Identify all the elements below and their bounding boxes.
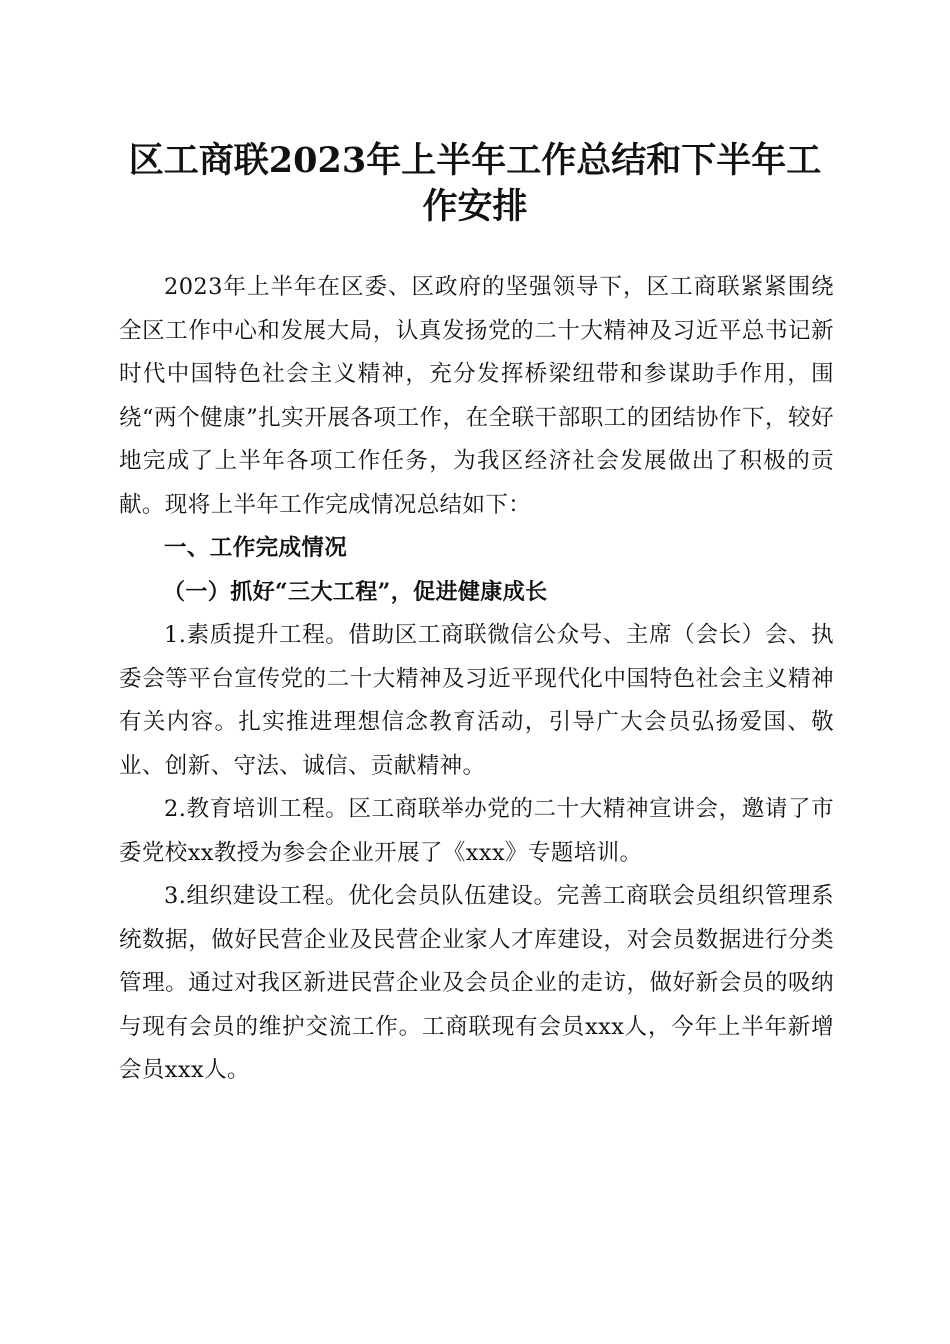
document-title-line1: 区工商联2023年上半年工作总结和下半年工 bbox=[128, 140, 822, 181]
item-organization-building: 3.组织建设工程。优化会员队伍建设。完善工商联会员组织管理系统数据，做好民营企业及民营企业家人才库建设，对会员数据进行分类管理。通过对我区新进民营企业及会员企业的走访，做好新会员的吸纳与现有会员的维护交流工作。工商联现有会员xxx人，今年上半年新增会员xxx人。 bbox=[119, 883, 834, 1083]
item-education-training: 2.教育培训工程。区工商联举办党的二十大精神宣讲会，邀请了市委党校xx教授为参会企业开展了《xxx》专题培训。 bbox=[119, 796, 834, 866]
intro-paragraph: 2023年上半年在区委、区政府的坚强领导下，区工商联紧紧围绕全区工作中心和发展大局，认真发扬党的二十大精神及习近平总书记新时代中国特色社会主义精神，充分发挥桥梁纽带和参谋助手作用，围绕“两个健康”扎实开展各项工作，在全联干部职工的团结协作下，较好地完成了上半年各项工作任务，为我区经济社会发展做出了积极的贡献。现将上半年工作完成情况总结如下： bbox=[119, 274, 834, 518]
item-quality-improvement: 1.素质提升工程。借助区工商联微信公众号、主席（会长）会、执委会等平台宣传党的二十大精神及习近平现代化中国特色社会主义精神有关内容。扎实推进理想信念教育活动，引导广大会员弘扬爱国、敬业、创新、守法、诚信、贡献精神。 bbox=[119, 622, 834, 779]
subsection-heading: （一）抓好“三大工程”，促进健康成长 bbox=[163, 578, 548, 605]
document-title-line2: 作安排 bbox=[422, 186, 528, 227]
section-heading: 一、工作完成情况 bbox=[164, 535, 348, 561]
document-body bbox=[119, 266, 834, 1093]
